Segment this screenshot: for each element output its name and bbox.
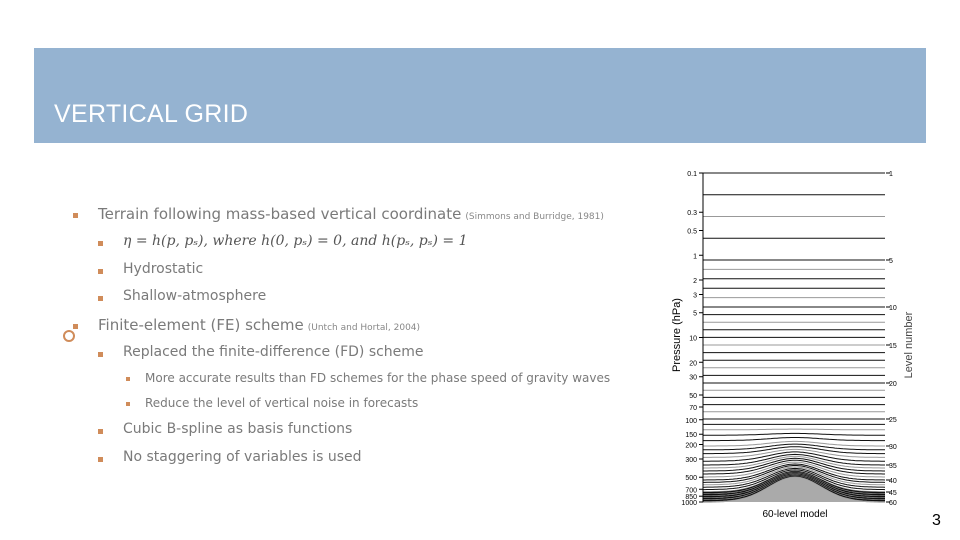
level-tick-label: 5 (889, 258, 893, 265)
bullet-noise: Reduce the level of vertical noise in forecasts (145, 396, 418, 410)
pressure-tick-label: 700 (685, 487, 697, 495)
pressure-tick-label: 850 (685, 494, 697, 502)
pressure-tick-label: 0.3 (687, 210, 697, 218)
y2-axis-label: Level number (903, 311, 915, 379)
pressure-tick-label: 200 (685, 442, 697, 450)
level-tick-label: 1 (889, 171, 893, 178)
level-tick-label: 35 (889, 463, 897, 470)
pressure-tick-label: 3 (693, 292, 697, 300)
level-tick-label: 40 (889, 478, 897, 485)
bullet-staggering: No staggering of variables is used (123, 449, 362, 465)
pressure-tick-label: 50 (689, 392, 697, 400)
pressure-tick-label: 0.5 (687, 228, 697, 236)
level-tick-label: 15 (889, 343, 897, 350)
bullet-terrain: Terrain following mass-based vertical coordinate (Simmons and Burridge, 1981) (73, 205, 604, 223)
slide-title: VERTICAL GRID (54, 100, 249, 128)
bullet-eta-formula: η = h(p, pₛ), where h(0, pₛ) = 0, and h(pₛ, pₛ) = 1 (123, 233, 468, 249)
pressure-tick-label: 10 (689, 335, 697, 343)
model-level-line (703, 433, 885, 435)
level-tick-label: 25 (889, 417, 897, 424)
bullet-shallow: Shallow-atmosphere (123, 288, 266, 304)
pressure-tick-label: 20 (689, 360, 697, 368)
level-tick-label: 10 (889, 305, 897, 312)
bullet-fe: Finite-element (FE) scheme (Untch and Hortal, 2004) (73, 316, 420, 334)
pressure-tick-label: 500 (685, 475, 697, 483)
pressure-tick-label: 2 (693, 278, 697, 286)
chart-title: 60-level model (762, 509, 828, 520)
pressure-tick-label: 0.1 (687, 171, 697, 178)
model-level-line (703, 429, 885, 430)
pressure-tick-label: 1000 (681, 500, 697, 507)
pressure-tick-label: 70 (689, 405, 697, 413)
level-tick-label: 30 (889, 444, 897, 451)
pressure-tick-label: 30 (689, 374, 697, 382)
level-tick-label: 20 (889, 381, 897, 388)
bullet-replaced: Replaced the finite-difference (FD) scheme (123, 344, 424, 360)
pressure-tick-label: 300 (685, 456, 697, 464)
model-level-line (703, 447, 885, 454)
pressure-tick-label: 100 (685, 417, 697, 425)
bullet-accurate: More accurate results than FD schemes for the phase speed of gravity waves (145, 371, 610, 385)
pressure-tick-label: 1 (693, 253, 697, 261)
bullet-hydrostatic: Hydrostatic (123, 261, 203, 277)
y-axis-label: Pressure (hPa) (671, 298, 683, 372)
page-number: 3 (932, 512, 941, 529)
pressure-tick-label: 5 (693, 310, 697, 318)
model-level-line (703, 438, 885, 441)
pressure-tick-label: 150 (685, 432, 697, 440)
level-tick-label: 45 (889, 490, 897, 497)
bullet-bspline: Cubic B-spline as basis functions (123, 421, 352, 437)
level-tick-label: 60 (889, 500, 897, 507)
